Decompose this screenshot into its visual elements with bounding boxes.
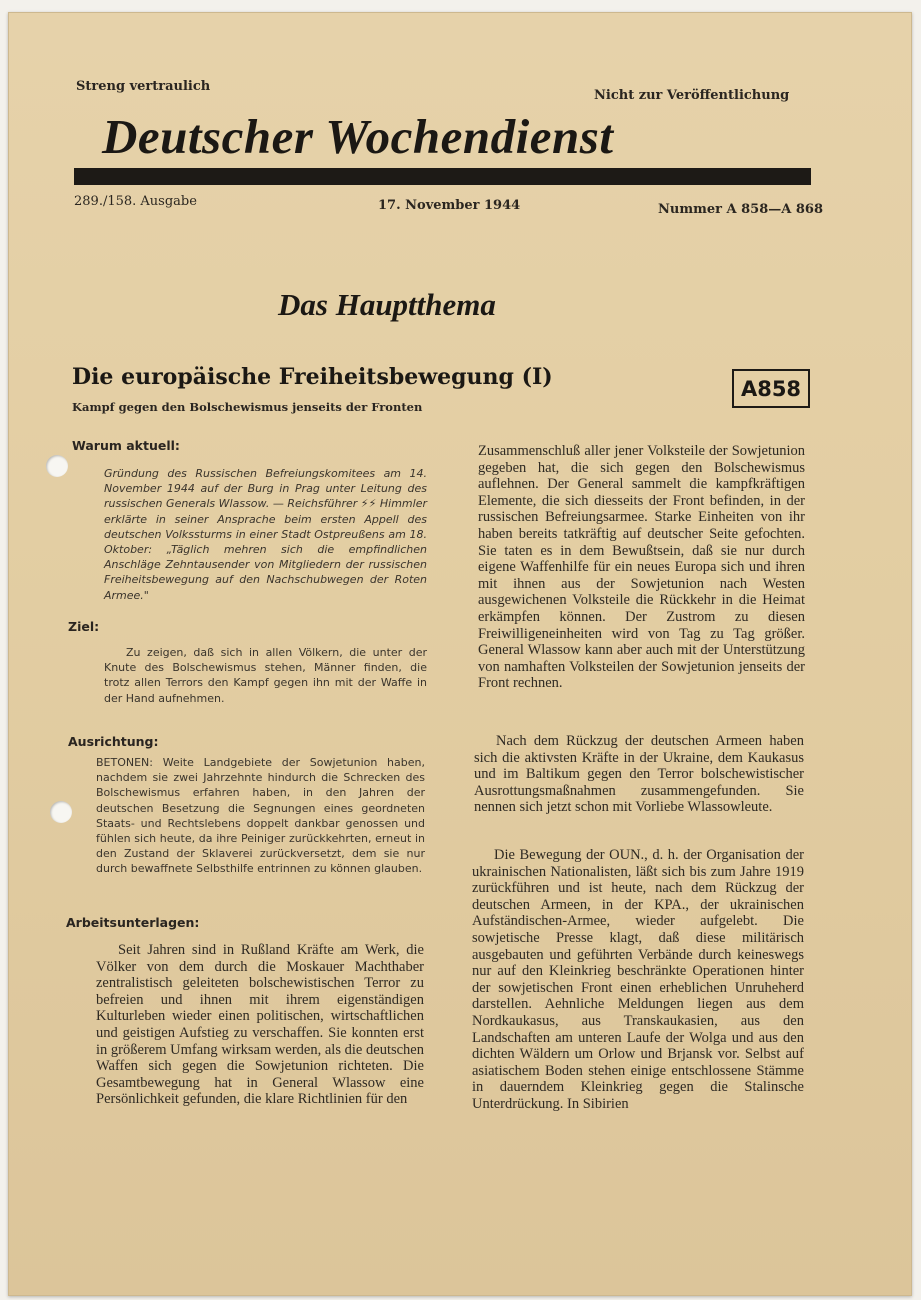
ziel-label: Ziel: <box>68 619 100 634</box>
not-for-publication-label: Nicht zur Veröffentlichung <box>594 88 790 103</box>
warum-aktuell-text: Gründung des Russischen Befreiungskomitees am 14. November 1944 auf der Burg in Prag unter Leitung des russischen Generals Wlassow. — Reichsführer ⚡⚡ Himmler erklärte in seiner Ansprache beim ersten Appell des deutschen Volkssturms in einer Stadt Ostpreußens am 18. Oktober: „Täglich mehren sich die empfindlichen Anschläge Zehntausender von Mitgliedern der russischen Freiheitsbewegung auf den Nachschubwegen der Roten Armee." <box>104 467 427 602</box>
masthead: Deutscher Wochendienst <box>102 109 614 164</box>
punch-hole-top <box>46 455 68 477</box>
article-title: Die europäische Freiheitsbewegung (I) <box>72 364 553 390</box>
right-paragraph-2: Nach dem Rückzug der deutschen Armeen haben sich die aktivsten Kräfte in der Ukraine, dem Kaukasus und im Baltikum gegen den Terror bolschewistischer Ausrottungsmaßnahmen zusammengefunden. Sie nennen sich jetzt schon mit Vorliebe Wlassowleute. <box>474 733 804 816</box>
punch-hole-bottom <box>50 801 72 823</box>
article-number-range: Nummer A 858—A 868 <box>658 202 823 217</box>
article-id-badge: A858 <box>732 369 810 408</box>
ziel-text: Zu zeigen, daß sich in allen Völkern, die unter der Knute des Bolschewismus stehen, Männer finden, die trotz allen Terrors den Kampf gegen ihn mit der Waffe in der Hand aufnehmen. <box>104 646 427 705</box>
article-subtitle: Kampf gegen den Bolschewismus jenseits der Fronten <box>72 400 423 414</box>
warum-aktuell-label: Warum aktuell: <box>72 438 180 453</box>
right-paragraph-1: Zusammenschluß aller jener Volksteile der Sowjetunion gegeben hat, die sich gegen den Bolschewismus auflehnen. Der General sammelt die kampfkräftigen Elemente, die sich diesseits der Front befinden, in der russischen Befreiungsarmee. Starke Einheiten von ihr haben bereits tatkräftig auf deutscher Seite gefochten. Sie taten es in dem Bewußtsein, daß sie nur durch eigene Waffenhilfe für ein neues Europa sich und ihren mit ihnen aus der Sowjetunion nach Westen ausgewichenen Volksteile die Rückkehr in die Heimat erkämpfen können. Der Zustrom zu diesen Freiwilligeneinheiten wird von Tag zu Tag größer. General Wlassow kann aber auch mit der Unterstützung von namhaften Volksteilen der Sowjetunion jenseits der Front rechnen. <box>478 443 805 692</box>
issue-number: 289./158. Ausgabe <box>74 194 197 209</box>
right-paragraph-3: Die Bewegung der OUN., d. h. der Organisation der ukrainischen Nationalisten, läßt sich bis zum Jahre 1919 zurückführen und ist heute, nach dem Rückzug der deutschen Armeen, in der KPA., der ukrainischen Aufständischen-Armee, wieder aufgelebt. Die sowjetische Presse klagt, daß diese militärisch ausgebauten und geführten Verbände durch keineswegs nur auf den Kleinkrieg beschränkte Operationen hinter der sowjetischen Front einen erheblichen Unruheherd darstellen. Aehnliche Meldungen liegen aus dem Nordkaukasus, aus Transkaukasien, aus den Landschaften am unteren Laufe der Wolga und aus den dichten Wäldern um Orlow und Brjansk vor. Selbst auf asiatischem Boden stehen einige entschlossene Stämme in dauerndem Kleinkrieg gegen die Stalinsche Unterdrückung. In Sibirien <box>472 847 804 1112</box>
arbeitsunterlagen-label: Arbeitsunterlagen: <box>66 915 200 930</box>
arbeitsunterlagen-text: Seit Jahren sind in Rußland Kräfte am Werk, die Völker von dem durch die Moskauer Machthaber zentralistisch geleiteten bolschewistischen Terror zu befreien und ihnen mit ihrem eigenständigen Kulturleben wieder einen politischen, wirtschaftlichen und geistigen Aufstieg zu verschaffen. Sie konnten erst in größerem Umfang wirksam werden, als die deutschen Waffen sich gegen die Sowjetunion richteten. Die Gesamtbewegung hat in General Wlassow eine Persönlichkeit gefunden, die klare Richtlinien für den <box>96 942 424 1108</box>
section-title: Das Hauptthema <box>278 287 496 322</box>
issue-date: 17. November 1944 <box>378 198 521 213</box>
masthead-rule <box>74 168 811 185</box>
ausrichtung-text: BETONEN: Weite Landgebiete der Sowjetunion haben, nachdem sie zwei Jahrzehnte hindurch die Schrecken des Bolschewismus erfahren haben, in den Jahren der deutschen Besetzung die Segnungen eines geordneten Staats- und Rechtslebens doppelt dankbar genossen und fühlen sich heute, da ihre Peiniger zurückkehrten, erneut in den Zustand der Sklaverei zurückversetzt, dem sie nur durch bewaffnete Selbsthilfe entrinnen zu können glauben. <box>96 756 425 876</box>
ausrichtung-label: Ausrichtung: <box>68 734 159 749</box>
confidential-label: Streng vertraulich <box>76 79 211 94</box>
